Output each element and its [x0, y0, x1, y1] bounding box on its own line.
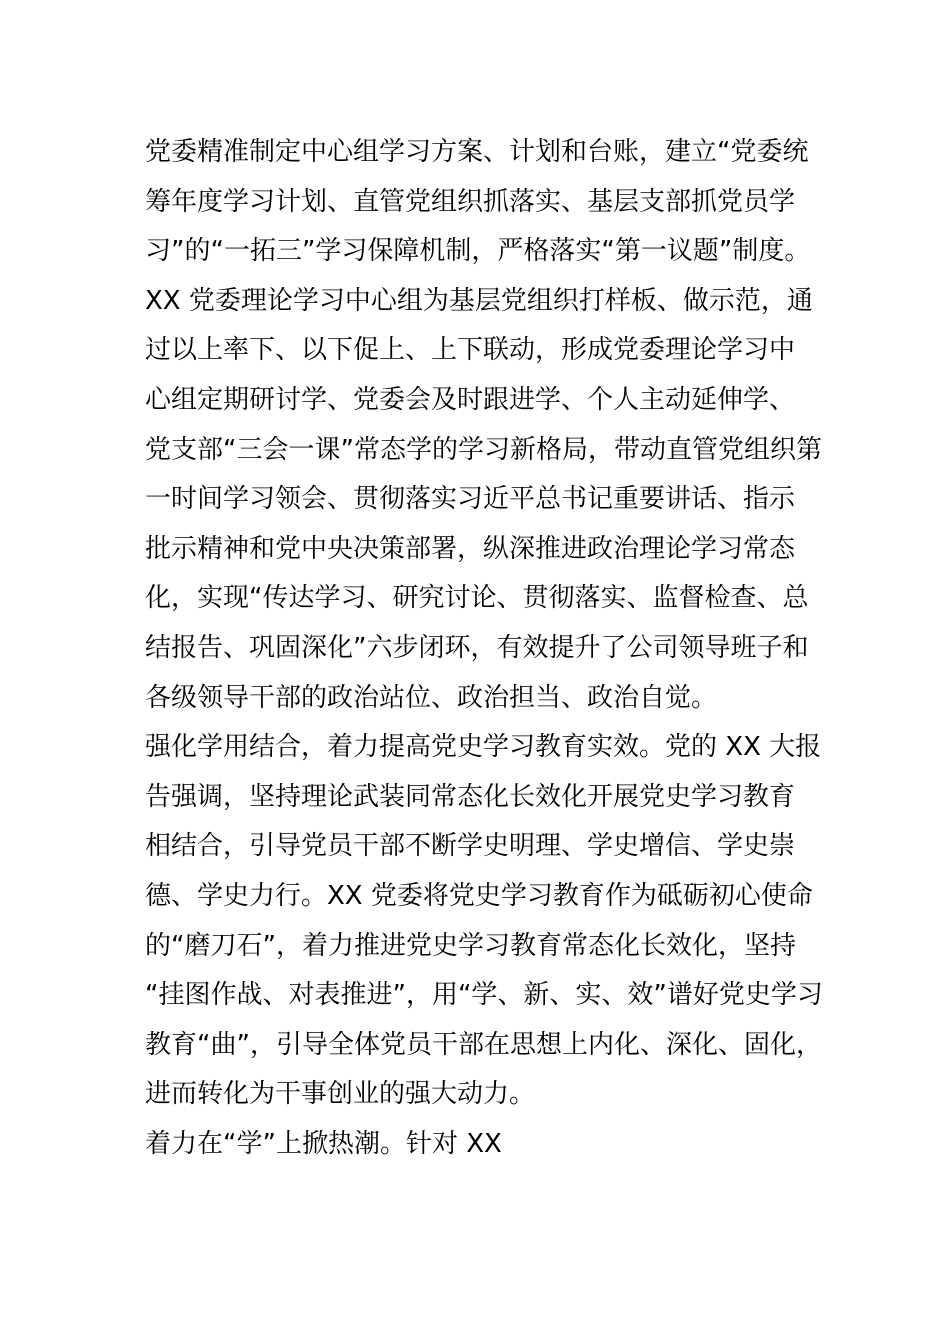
- text-line-1: 党委精准制定中心组学习方案、计划和台账，建立“党委统: [145, 137, 809, 167]
- text-line-17: 的“磨刀石”，着力推进党史学习教育常态化长效化，坚持: [145, 930, 796, 961]
- text-line-16: 德、学史力行。XX 党委将党史学习教育作为砥砺初心使命: [145, 880, 813, 911]
- text-line-5: 过以上率下、以下促上、上下联动，形成党委理论学习中: [145, 335, 796, 366]
- text-line-4: XX 党委理论学习中心组为基层党组织打样板、做示范，通: [145, 285, 813, 316]
- text-line-9: 批示精神和党中央决策部署，纵深推进政治理论学习常态: [145, 533, 796, 564]
- text-line-7: 党支部“三会一课”常态学的学习新格局，带动直管党组织第: [145, 434, 822, 465]
- text-line-15: 相结合，引导党员干部不断学史明理、学史增信、学史崇: [145, 831, 796, 862]
- text-line-21: 着力在“学”上掀热潮。针对 XX: [145, 1128, 502, 1159]
- document-body: [145, 128, 845, 1169]
- text-line-11: 结报告、巩固深化”六步闭环，有效提升了公司领导班子和: [145, 632, 809, 663]
- text-line-20: 进而转化为干事创业的强大动力。: [145, 1079, 536, 1110]
- text-line-8: 一时间学习领会、贯彻落实习近平总书记重要讲话、指示: [145, 484, 796, 515]
- text-line-14: 告强调，坚持理论武装同常态化长效化开展党史学习教育: [145, 781, 796, 812]
- text-line-10: 化，实现“传达学习、研究讨论、贯彻落实、监督检查、总: [145, 583, 809, 614]
- text-line-6: 心组定期研讨学、党委会及时跟进学、个人主动延伸学、: [145, 384, 796, 415]
- text-line-3: 习”的“一拓三”学习保障机制，严格落实“第一议题”制度。: [145, 236, 811, 267]
- text-line-13: 强化学用结合，着力提高党史学习教育实效。党的 XX 大报: [145, 732, 822, 763]
- text-line-2: 筹年度学习计划、直管党组织抓落实、基层支部抓党员学: [145, 186, 796, 217]
- text-line-19: 教育“曲”，引导全体党员干部在思想上内化、深化、固化，: [145, 1029, 822, 1060]
- text-line-18: “挂图作战、对表推进”，用“学、新、实、效”谱好党史学习: [145, 980, 823, 1011]
- text-line-12: 各级领导干部的政治站位、政治担当、政治自觉。: [145, 682, 718, 713]
